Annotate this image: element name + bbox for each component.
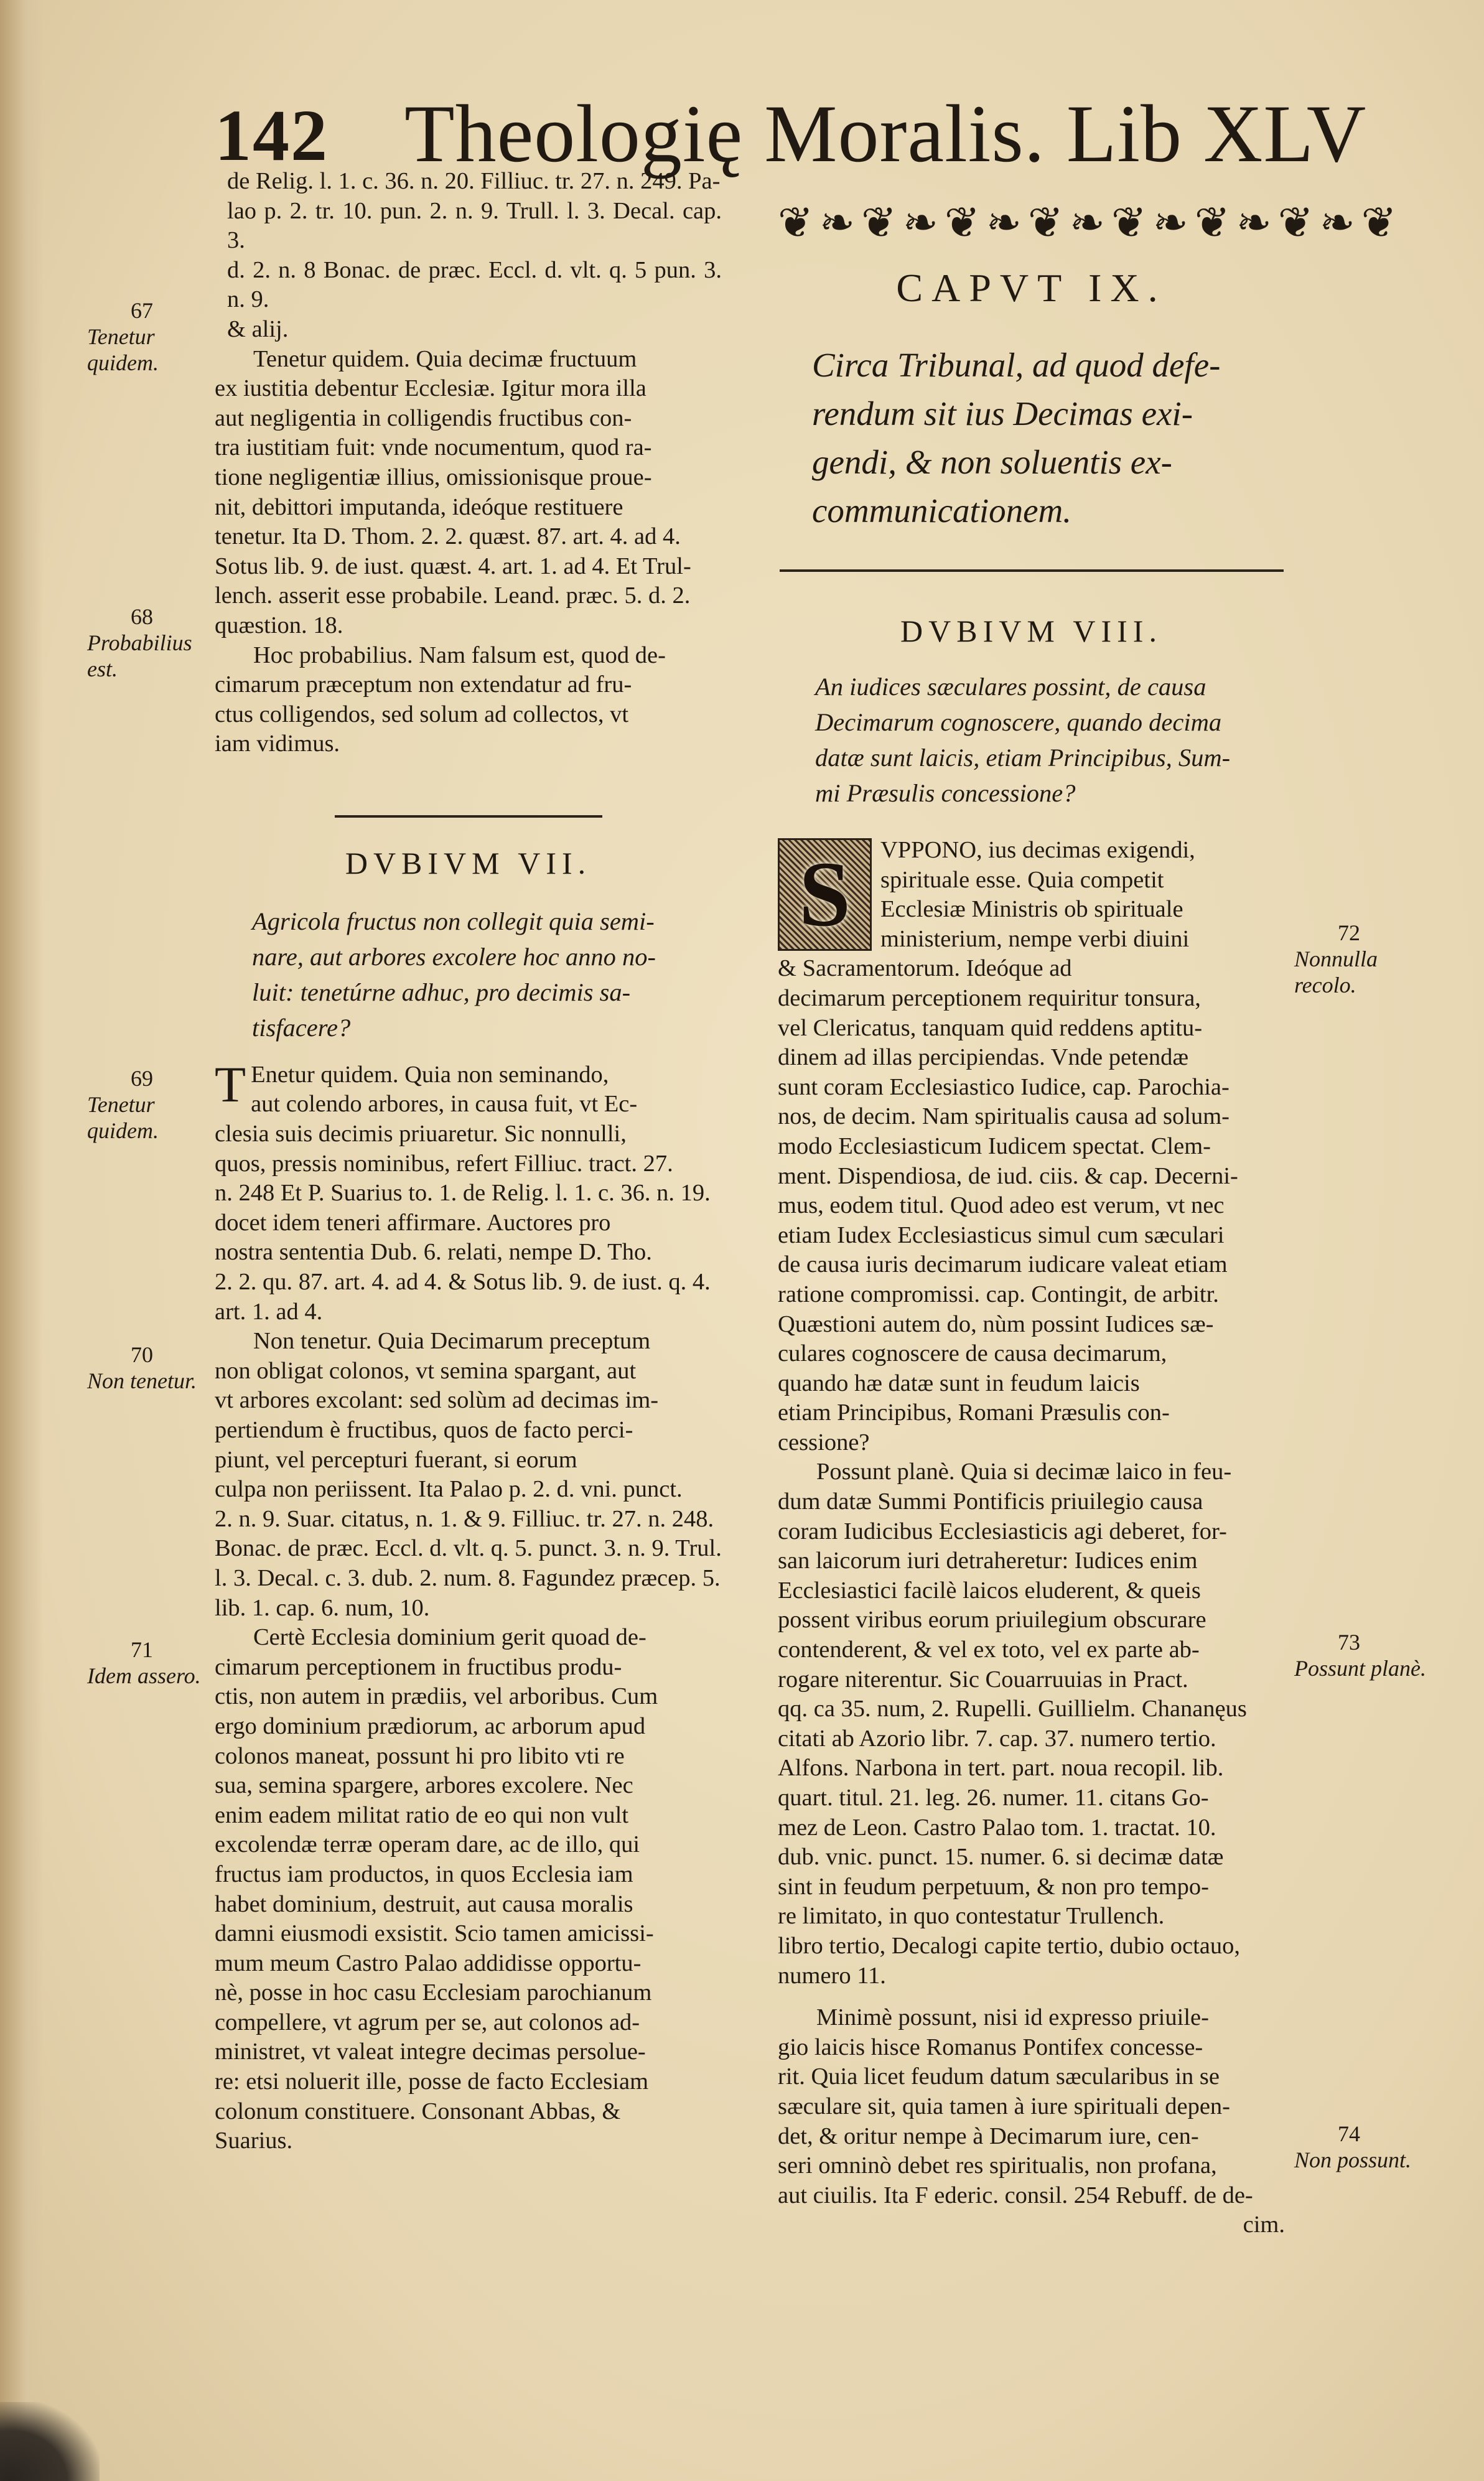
line: det, & oritur nempe à Decimarum iure, cen-	[778, 2123, 1199, 2149]
line: nare, aut arbores excolere hoc anno no-	[252, 942, 656, 971]
left-column	[215, 167, 722, 2156]
line: piunt, vel percepturi fuerant, si eorum	[215, 1446, 577, 1473]
line: nostra sententia Dub. 6. relati, nempe D. Tho.	[215, 1239, 652, 1266]
dubium-viii-title: DVBIVM VIII.	[900, 614, 1162, 648]
line: sunt coram Ecclesiastico Iudice, cap. Parochia-	[778, 1073, 1230, 1100]
line: VPPONO, ius decimas exigendi,	[880, 837, 1195, 863]
paragraph-67	[215, 345, 722, 641]
line: quæstion. 18.	[215, 612, 343, 638]
margin-number: 71	[131, 1637, 153, 1662]
line: dub. vnic. punct. 15. numer. 6. si decimæ datæ	[778, 1844, 1224, 1871]
line: vel Clericatus, tanquam quid reddens aptitu-	[778, 1014, 1203, 1041]
line: fructus iam productos, in quos Ecclesia iam	[215, 1861, 633, 1887]
line: Enetur quidem. Quia non seminando,	[251, 1061, 609, 1088]
line: contenderent, & vel ex toto, vel ex parte ab-	[778, 1637, 1200, 1663]
line: mez de Leon. Castro Palao tom. 1. tractat. 10.	[778, 1814, 1216, 1841]
margin-text: Tenetur quidem.	[87, 1092, 159, 1143]
line: ctis, non autem in prædiis, vel arboribus. Cum	[215, 1683, 658, 1710]
line: lench. asserit esse probabile. Leand. præc. 5. d. 2.	[215, 582, 691, 609]
line: qq. ca 35. num, 2. Rupelli. Guillielm. Chananęus	[778, 1696, 1247, 1722]
line: Quæstioni autem do, nùm possint Iudices sæ-	[778, 1311, 1214, 1337]
dubium-vii-question	[215, 904, 722, 1045]
initial-t: T	[215, 1055, 246, 1113]
line: non obligat colonos, vt semina spargant, aut	[215, 1357, 637, 1384]
line: tisfacere?	[252, 1013, 351, 1042]
line: An iudices sæculares possint, de causa	[815, 673, 1206, 701]
paragraph-70	[215, 1327, 722, 1623]
line: lao p. 2. tr. 10. pun. 2. n. 9. Trull. l. 3. Decal. cap. 3.	[227, 197, 722, 254]
line: ment. Dispendiosa, de iud. ciis. & cap. Decerni-	[778, 1162, 1238, 1189]
thumb-shadow	[0, 2402, 100, 2481]
paragraph-69	[215, 1055, 722, 1327]
line: numero 11.	[778, 1962, 886, 1989]
line: luit: tenetúrne adhuc, pro decimis sa-	[252, 978, 631, 1006]
line: spirituale esse. Quia competit	[880, 866, 1164, 893]
line: Sotus lib. 9. de iust. quæst. 4. art. 1. ad 4. Et Trul-	[215, 553, 691, 579]
margin-number: 74	[1338, 2121, 1360, 2146]
chapter-title: CAPVT IX.	[896, 266, 1167, 310]
line: colonos maneat, possunt hi pro libito vti re	[215, 1742, 625, 1769]
margin-number: 73	[1338, 1630, 1360, 1655]
margin-note-69	[87, 1065, 202, 1144]
line: Ecclesiastici facilè laicos eluderent, & queis	[778, 1577, 1201, 1604]
binding-shadow	[0, 0, 44, 2481]
line: iam vidimus.	[215, 731, 340, 757]
line: aut negligentia in colligendis fructibus con-	[215, 404, 632, 431]
section-rule	[780, 569, 1284, 572]
line: quando hæ datæ sunt in feudum laicis	[778, 1370, 1140, 1396]
line: culares cognoscere de causa decimarum,	[778, 1340, 1167, 1367]
line: rit. Quia licet feudum datum sæcularibus in se	[778, 2063, 1220, 2090]
line: art. 1. ad 4.	[215, 1298, 323, 1325]
paragraph-73	[778, 1457, 1285, 1991]
margin-text: Possunt planè.	[1294, 1656, 1426, 1681]
line: sint in feudum perpetuum, & non pro tempo-	[778, 1873, 1209, 1900]
margin-note-74	[1294, 2121, 1437, 2173]
line: & Sacramentorum. Ideóque ad	[778, 955, 1072, 982]
line: dum datæ Summi Pontificis priuilegio causa	[778, 1488, 1203, 1515]
line: communicationem.	[812, 492, 1071, 530]
line: decimarum perceptionem requiritur tonsura,	[778, 984, 1201, 1011]
line: enim eadem militat ratio de eo qui non vult	[215, 1801, 629, 1828]
margin-number: 70	[131, 1342, 153, 1367]
margin-text: Non tenetur.	[87, 1368, 197, 1393]
line: d. 2. n. 8 Bonac. de præc. Eccl. d. vlt. q. 5 pun. 3. n. 9.	[227, 256, 722, 313]
line: quos, pressis nominibus, refert Filliuc. tract. 27.	[215, 1150, 673, 1177]
decorated-initial	[778, 838, 872, 951]
dubium-vii-title: DVBIVM VII.	[345, 845, 592, 881]
line: excolendæ terræ operam dare, ac de illo, qui	[215, 1831, 640, 1858]
line: Minimè possunt, nisi id expresso priuile-	[816, 2004, 1209, 2031]
margin-note-68	[87, 604, 202, 682]
line: rendum sit ius Decimas exi-	[812, 395, 1193, 432]
line: Suarius.	[215, 2128, 293, 2154]
line: Hoc probabilius. Nam falsum est, quod de-	[253, 642, 666, 668]
line: clesia suis decimis priuaretur. Sic nonnulli,	[215, 1121, 627, 1147]
line: Tenetur quidem. Quia decimæ fructuum	[253, 345, 637, 372]
margin-note-70	[87, 1342, 202, 1394]
line: pertiendum è fructibus, quos de facto perci-	[215, 1417, 633, 1443]
margin-text: Probabilius est.	[87, 630, 192, 681]
line: ratione compromissi. cap. Contingit, de arbitr.	[778, 1281, 1219, 1307]
dropcap-letter: S	[798, 843, 851, 946]
section-rule	[335, 815, 602, 818]
line: compellere, vt agrum per se, aut colonos ad-	[215, 2009, 640, 2035]
line: quart. titul. 21. leg. 26. numer. 11. citans Go-	[778, 1785, 1209, 1811]
line: ergo dominium prædiorum, ac arborum apud	[215, 1712, 646, 1739]
line: 2. 2. qu. 87. art. 4. ad 4. & Sotus lib. 9. de iust. q. 4.	[215, 1269, 711, 1296]
dubium-viii-question	[778, 669, 1285, 811]
running-title: Theologię Moralis. Lib XLV	[404, 88, 1367, 179]
paragraph-72	[778, 836, 1285, 1457]
line: tra iustitiam fuit: vnde nocumentum, quod ra-	[215, 434, 652, 461]
line: modo Ecclesiasticum Iudicem spectat. Clem-	[778, 1133, 1211, 1159]
line: citati ab Azorio libr. 7. cap. 37. numero tertio.	[778, 1725, 1216, 1752]
line: culpa non periissent. Ita Palao p. 2. d. vni. punct.	[215, 1476, 683, 1503]
line: Circa Tribunal, ad quod defe-	[812, 346, 1221, 384]
line: Alfons. Narbona in tert. part. noua recopil. lib.	[778, 1755, 1224, 1782]
line: aut colendo arbores, in causa fuit, vt Ec-	[251, 1091, 638, 1118]
margin-text: Tenetur quidem.	[87, 324, 159, 375]
line: lib. 1. cap. 6. num, 10.	[215, 1594, 430, 1621]
line: coram Iudicibus Ecclesiasticis agi deberet, for-	[778, 1518, 1227, 1544]
line: gendi, & non soluentis ex-	[812, 443, 1172, 481]
margin-number: 72	[1338, 920, 1360, 945]
line: damni eiusmodi exsistit. Scio tamen amicissi-	[215, 1920, 654, 1947]
line: cessione?	[778, 1429, 870, 1455]
line: n. 248 Et P. Suarius to. 1. de Relig. l. 1. c. 36. n. 19.	[215, 1180, 711, 1207]
line: ministerium, nempe verbi diuini	[880, 925, 1190, 952]
line: de causa iuris decimarum iudicare valeat etiam	[778, 1251, 1228, 1278]
line: Agricola fructus non collegit quia semi-	[252, 907, 655, 935]
paragraph-74	[778, 2003, 1285, 2240]
line: Possunt planè. Quia si decimæ laico in feu-	[816, 1459, 1232, 1485]
line: Certè Ecclesia dominium gerit quoad de-	[253, 1624, 646, 1651]
page-header	[215, 86, 1397, 179]
line: datæ sunt laicis, etiam Principibus, Sum-	[815, 744, 1231, 772]
line: l. 3. Decal. c. 3. dub. 2. num. 8. Fagundez præcep. 5.	[215, 1564, 721, 1591]
page-number: 142	[215, 95, 329, 176]
line: & alij.	[227, 315, 289, 342]
line: mum meum Castro Palao addidisse opportu-	[215, 1950, 642, 1976]
line: nos, de decim. Nam spiritualis causa ad solum-	[778, 1103, 1230, 1130]
line: libro tertio, Decalogi capite tertio, dubio octauo,	[778, 1932, 1241, 1959]
margin-number: 69	[131, 1066, 153, 1091]
line: ex iustitia debentur Ecclesiæ. Igitur mora illa	[215, 375, 646, 402]
line: re: etsi noluerit ille, posse de facto Ecclesiam	[215, 2068, 649, 2095]
margin-note-72	[1294, 920, 1437, 998]
line: cimarum perceptionem in fructibus produ-	[215, 1653, 622, 1680]
line: Bonac. de præc. Eccl. d. vlt. q. 5. punct. 3. n. 9. Trul.	[215, 1535, 722, 1562]
line: ctus colligendos, sed solum ad collectos, vt	[215, 701, 629, 727]
line: mus, eodem titul. Quod adeo est verum, vt nec	[778, 1192, 1225, 1219]
line: ministret, vt valeat integre decimas persolue-	[215, 2039, 646, 2065]
margin-note-67	[87, 297, 202, 376]
line: Ecclesiæ Ministris ob spirituale	[880, 896, 1183, 923]
line: docet idem teneri affirmare. Auctores pro	[215, 1209, 611, 1236]
line: Non tenetur. Quia Decimarum preceptum	[253, 1328, 651, 1355]
line: nè, posse in hoc casu Ecclesiam parochianum	[215, 1979, 652, 2006]
line: Decimarum cognoscere, quando decima	[815, 708, 1222, 736]
line: gio laicis hisce Romanus Pontifex concesse-	[778, 2034, 1203, 2060]
line: tenetur. Ita D. Thom. 2. 2. quæst. 87. art. 4. ad 4.	[215, 523, 681, 550]
line: etiam Iudex Ecclesiasticus simul cum sæculari	[778, 1222, 1225, 1248]
line: sua, semina spargere, arbores excolere. Nec	[215, 1772, 633, 1799]
chapter-subtitle	[803, 341, 1285, 535]
line: dinem ad illas percipiendas. Vnde petendæ	[778, 1044, 1189, 1071]
line: possent viribus eorum priuilegium obscurare	[778, 1607, 1206, 1633]
line: nit, debittori imputanda, ideóque restituere	[215, 493, 623, 520]
line: mi Præsulis concessione?	[815, 779, 1076, 807]
line: de Relig. l. 1. c. 36. n. 20. Filliuc. tr. 27. n. 249. Pa-	[227, 168, 721, 194]
line: cim.	[1243, 2212, 1285, 2238]
margin-number: 67	[131, 298, 153, 323]
line: habet dominium, destruit, aut causa moralis	[215, 1890, 633, 1917]
margin-note-73	[1294, 1629, 1437, 1681]
line: sæculare sit, quia tamen à iure spirituali depen-	[778, 2093, 1230, 2119]
paragraph-68	[215, 641, 722, 759]
line: re limitato, in quo contestatur Trullench.	[778, 1903, 1165, 1930]
line: tione negligentiæ illius, omissionisque proue-	[215, 464, 652, 490]
intro-paragraph	[215, 167, 722, 345]
ornament-band: ❦❧❦❧❦❧❦❧❦❧❦❧❦❧❦	[778, 199, 1403, 246]
paragraph-71	[215, 1623, 722, 2156]
line: rogare niterentur. Sic Couarruuias in Pract.	[778, 1666, 1188, 1693]
margin-text: Non possunt.	[1294, 2147, 1412, 2172]
margin-text: Nonnulla recolo.	[1294, 946, 1378, 998]
line: aut ciuilis. Ita F ederic. consil. 254 Rebuff. de de-	[778, 2182, 1253, 2208]
line: cimarum præceptum non extendatur ad fru-	[215, 671, 632, 698]
margin-note-71	[87, 1637, 202, 1689]
line: san laicorum iuri detraheretur: Iudices enim	[778, 1548, 1198, 1574]
margin-text: Idem assero.	[87, 1663, 201, 1688]
line: etiam Principibus, Romani Præsulis con-	[778, 1399, 1170, 1426]
line: seri omninò debet res spiritualis, non profana,	[778, 2152, 1217, 2179]
line: 2. n. 9. Suar. citatus, n. 1. & 9. Filliuc. tr. 27. n. 248.	[215, 1505, 714, 1532]
line: colonum constituere. Consonant Abbas, &	[215, 2098, 621, 2124]
margin-number: 68	[131, 604, 153, 629]
line: vt arbores excolant: sed solùm ad decimas im-	[215, 1387, 659, 1414]
